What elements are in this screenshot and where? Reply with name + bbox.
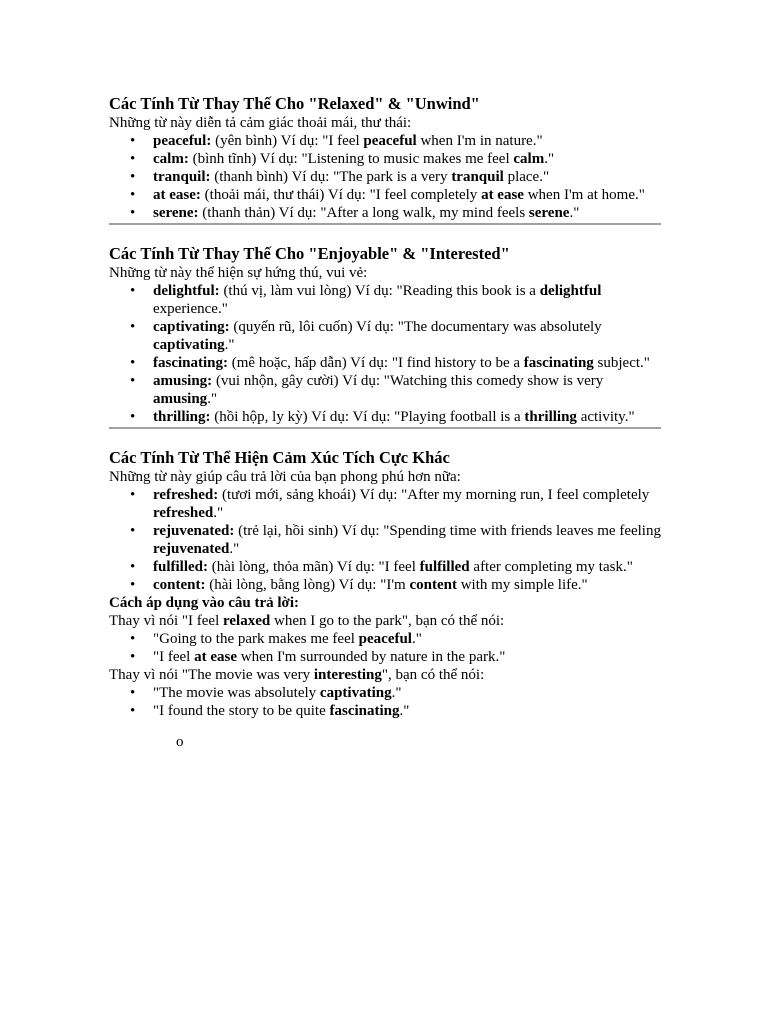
list-item [153,168,661,186]
definition-text: ." [229,541,240,557]
apply-keyword: peaceful [358,631,412,647]
definition-text: subject." [593,355,650,371]
example-keyword: amusing [153,391,208,407]
term: delightful: [153,283,220,299]
apply-text: Thay vì nói "The movie was very [109,667,314,683]
example-keyword: delightful [539,283,602,299]
term: tranquil: [153,169,211,185]
apply-keyword: captivating [319,685,392,701]
definition-text: (trẻ lại, hồi sinh) Ví dụ: "Spending time with friends leaves me feeling [234,523,661,539]
term: captivating: [153,319,230,335]
list-item [153,150,661,168]
apply-keyword: fascinating [329,703,400,719]
apply-instead [109,666,661,684]
definition-text: (bình tĩnh) Ví dụ: "Listening to music makes me feel [188,151,514,167]
example-keyword: calm [513,151,545,167]
apply-text: "I feel [153,649,195,665]
apply-keyword: at ease [194,649,238,665]
term: calm: [153,151,189,167]
section-heading: Các Tính Từ Thay Thế Cho "Enjoyable" & "Interested" [109,244,510,263]
list-item [153,354,661,372]
apply-text: when I'm surrounded by nature in the park." [237,649,506,665]
list-item [153,372,661,408]
definition-text: ." [224,337,235,353]
example-keyword: refreshed [153,505,214,521]
example-keyword: fulfilled [419,559,470,575]
term: fascinating: [153,355,228,371]
term: refreshed: [153,487,219,503]
document-body [109,94,661,720]
list-item [153,558,661,576]
list-item [153,702,661,720]
definition-text: (hài lòng, thỏa mãn) Ví dụ: "I feel [208,559,420,575]
apply-text: ." [399,703,410,719]
definition-text: (thanh bình) Ví dụ: "The park is a very [210,169,452,185]
definition-text: with my simple life." [456,577,588,593]
definition-text: ." [569,205,580,221]
apply-text: ." [411,631,422,647]
apply-text: ", bạn có thể nói: [381,667,485,683]
definition-text: when I'm in nature." [416,133,543,149]
example-keyword: rejuvenated [153,541,230,557]
term: at ease: [153,187,201,203]
list-item [153,648,661,666]
section-intro: Những từ này giúp câu trả lời của bạn phong phú hơn nữa: [109,469,461,485]
example-keyword: at ease [481,187,524,203]
adjective-list [109,486,661,594]
definition-text: after completing my task." [469,559,633,575]
apply-options [109,630,661,666]
apply-instead [109,612,661,630]
section-intro: Những từ này thể hiện sự hứng thú, vui vẻ: [109,265,368,281]
definition-text: (thanh thản) Ví dụ: "After a long walk, my mind feels [198,205,529,221]
apply-text: "Going to the park makes me feel [153,631,359,647]
definition-text: (thoải mái, thư thái) Ví dụ: "I feel completely [200,187,482,203]
term: thrilling: [153,409,211,425]
term: serene: [153,205,199,221]
definition-text: (hồi hộp, ly kỳ) Ví dụ: Ví dụ: "Playing football is a [210,409,525,425]
definition-text: when I'm at home." [523,187,645,203]
example-keyword: thrilling [524,409,577,425]
apply-text: when I go to the park", bạn có thể nói: [270,613,505,629]
example-keyword: serene [528,205,570,221]
definition-text: (tươi mới, sảng khoái) Ví dụ: "After my morning run, I feel completely [218,487,650,503]
definition-text: ." [544,151,555,167]
definition-text: (hài lòng, bằng lòng) Ví dụ: "I'm [205,577,410,593]
list-item [153,486,661,522]
adjective-list [109,282,661,426]
apply-text: Thay vì nói "I feel [109,613,224,629]
term: fulfilled: [153,559,208,575]
list-item [153,318,661,354]
example-keyword: captivating [153,337,225,353]
example-keyword: content [409,577,457,593]
section-intro: Những từ này diễn tả cảm giác thoải mái, thư thái: [109,115,412,131]
list-item [153,630,661,648]
list-item [153,282,661,318]
definition-text: ." [207,391,218,407]
term: peaceful: [153,133,212,149]
definition-text: ." [213,505,224,521]
example-keyword: fascinating [523,355,594,371]
term: amusing: [153,373,213,389]
apply-text: "The movie was absolutely [153,685,320,701]
list-item [153,132,661,150]
section-heading: Các Tính Từ Thể Hiện Cảm Xúc Tích Cực Khác [109,448,450,467]
definition-text: (quyến rũ, lôi cuốn) Ví dụ: "The documentary was absolutely [229,319,602,335]
definition-text: activity." [576,409,635,425]
list-item [153,408,661,426]
definition-text: place." [503,169,550,185]
list-item [153,186,661,204]
definition-text: experience." [153,301,228,317]
term: rejuvenated: [153,523,235,539]
apply-text: "I found the story to be quite [153,703,330,719]
apply-options [109,684,661,720]
list-item [153,576,661,594]
list-item [153,522,661,558]
definition-text: (thú vị, làm vui lòng) Ví dụ: "Reading this book is a [219,283,540,299]
apply-title: Cách áp dụng vào câu trả lời: [109,595,299,611]
list-item [153,204,661,222]
definition-text: (vui nhộn, gây cười) Ví dụ: "Watching this comedy show is very [212,373,604,389]
term: content: [153,577,206,593]
list-item [153,684,661,702]
apply-text: ." [391,685,402,701]
adjective-list [109,132,661,222]
stray-mark: o [176,734,184,750]
section-heading: Các Tính Từ Thay Thế Cho "Relaxed" & "Unwind" [109,94,480,113]
definition-text: (mê hoặc, hấp dẫn) Ví dụ: "I find history to be a [228,355,524,371]
apply-keyword: relaxed [223,613,271,629]
example-keyword: tranquil [451,169,504,185]
definition-text: (yên bình) Ví dụ: "I feel [211,133,364,149]
apply-keyword: interesting [313,667,382,683]
example-keyword: peaceful [363,133,417,149]
